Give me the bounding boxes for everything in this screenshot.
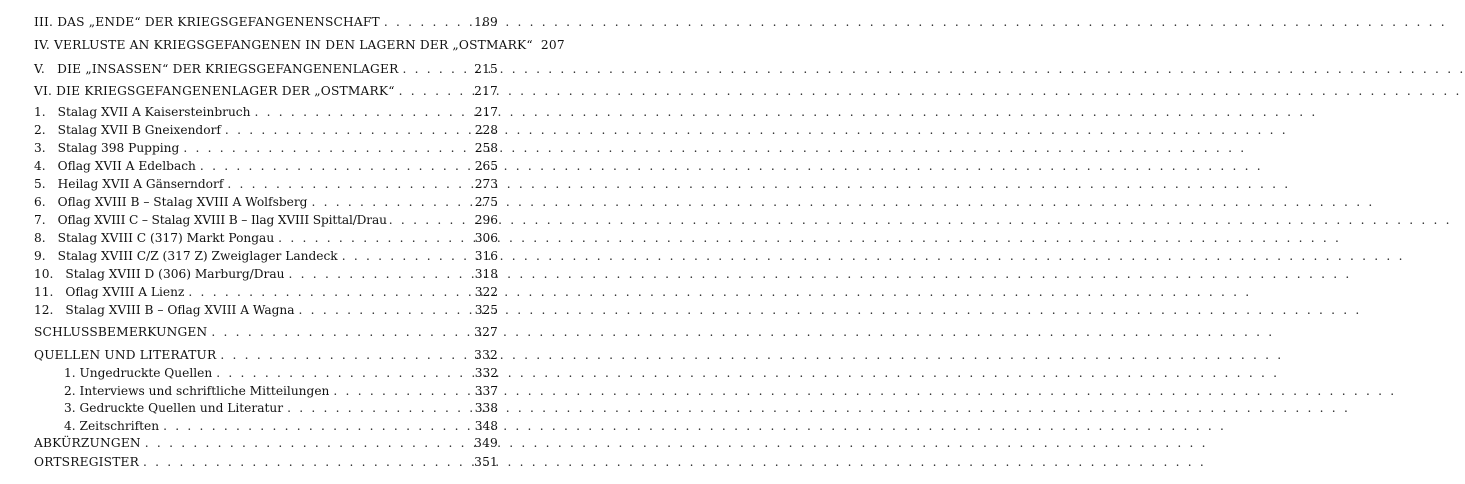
toc-entry-camp-8	[34, 227, 498, 245]
toc-entry-label: V. DIE „INSASSEN“ DER KRIEGSGEFANGENENLAGER	[34, 62, 399, 76]
toc-entry-label: Stalag XVIII C/Z (317 Z) Zweiglager Landeck	[57, 249, 338, 263]
toc-leader-dots	[384, 15, 468, 29]
toc-leader-dots	[211, 325, 468, 339]
toc-leader-dots	[163, 419, 468, 433]
toc-leader-dots	[389, 213, 470, 227]
toc-entry-page: 189	[474, 15, 498, 29]
toc-entry-number: 7.	[34, 213, 46, 227]
toc-entry-number: 1.	[34, 105, 46, 119]
toc-leader-dots	[183, 141, 468, 155]
toc-entry-page: 327	[474, 325, 498, 339]
toc-entry-chapter-6	[34, 80, 498, 98]
toc-leader-dots	[278, 231, 468, 245]
toc-entry-sources	[34, 344, 498, 362]
toc-entry-label: 2. Interviews und schriftliche Mitteilungen	[64, 384, 330, 398]
toc-entry-number: 11.	[34, 285, 54, 299]
toc-entry-camp-5	[34, 173, 498, 191]
toc-entry-camp-3	[34, 137, 498, 155]
toc-entry-label: 1. Ungedruckte Quellen	[64, 366, 213, 380]
toc-entry-label: SCHLUSSBEMERKUNGEN	[34, 325, 208, 339]
toc-leader-dots	[216, 366, 468, 380]
toc-entry-label: Stalag XVII A Kaisersteinbruch	[57, 105, 251, 119]
toc-entry-number: 6.	[34, 195, 46, 209]
toc-entry-camp-9	[34, 245, 498, 263]
toc-entry-number: 12.	[34, 303, 54, 317]
toc-entry-page: 332	[474, 348, 498, 362]
toc-leader-dots	[145, 436, 468, 450]
toc-entry-page: 318	[474, 267, 498, 281]
toc-entry-chapter-5	[34, 58, 498, 76]
toc-entry-label: 3. Gedruckte Quellen und Literatur	[64, 401, 284, 415]
toc-leader-dots	[227, 177, 468, 191]
toc-entry-sources-4	[64, 415, 498, 433]
toc-entry-chapter-3	[34, 11, 498, 29]
toc-entry-label: III. DAS „ENDE“ DER KRIEGSGEFANGENENSCHAFT	[34, 15, 380, 29]
toc-entry-page: 348	[474, 419, 498, 433]
toc-entry-label: Stalag 398 Pupping	[57, 141, 180, 155]
toc-entry-label: Oflag XVIII C – Stalag XVIII B – Ilag XVIII Spittal/Drau	[57, 213, 387, 227]
toc-entry-page: 207	[540, 38, 565, 52]
toc-entry-number: 4.	[34, 159, 46, 173]
toc-entry-label: VI. DIE KRIEGSGEFANGENENLAGER DER „OSTMARK“	[34, 84, 395, 98]
toc-entry-label: Stalag XVIII D (306) Marburg/Drau	[65, 267, 285, 281]
toc-entry-page: 351	[474, 455, 498, 469]
toc-leader-dots	[225, 123, 468, 137]
toc-leader-dots	[289, 267, 469, 281]
toc-leader-dots	[287, 401, 468, 415]
toc-entry-page: 215	[474, 62, 498, 76]
toc-entry-closing-remarks	[34, 321, 498, 339]
toc-entry-page: 228	[474, 123, 498, 137]
toc-leader-dots	[254, 105, 468, 119]
toc-leader-dots	[299, 303, 468, 317]
toc-leader-dots	[342, 249, 468, 263]
toc-entry-label: ABKÜRZUNGEN	[34, 436, 141, 450]
toc-entry-number: 10.	[34, 267, 54, 281]
toc-entry-camp-11	[34, 281, 498, 299]
toc-entry-number: 2.	[34, 123, 46, 137]
toc-entry-label: Oflag XVIII A Lienz	[65, 285, 185, 299]
toc-entry-page: 338	[474, 401, 498, 415]
toc-entry-page: 258	[474, 141, 498, 155]
toc-entry-page: 217	[474, 84, 498, 98]
toc-entry-page: 337	[474, 384, 498, 398]
toc-entry-camp-6	[34, 191, 498, 209]
toc-entry-page: 332	[474, 366, 498, 380]
toc-entry-page: 275	[474, 195, 498, 209]
toc-entry-label: Oflag XVIII B – Stalag XVIII A Wolfsberg	[57, 195, 308, 209]
toc-entry-number: 3.	[34, 141, 46, 155]
toc-entry-abbreviations	[34, 432, 498, 450]
table-of-contents	[0, 0, 565, 484]
toc-entry-place-index	[34, 451, 498, 469]
toc-entry-number: 8.	[34, 231, 46, 245]
toc-entry-page: 322	[474, 285, 498, 299]
toc-entry-page: 325	[474, 303, 498, 317]
toc-leader-dots	[200, 159, 468, 173]
toc-entry-page: 217	[474, 105, 498, 119]
toc-leader-dots	[143, 455, 468, 469]
toc-entry-camp-10	[34, 263, 498, 281]
toc-entry-sources-3	[64, 397, 498, 415]
toc-entry-chapter-4	[34, 34, 565, 52]
toc-entry-camp-2	[34, 119, 498, 137]
toc-entry-page: 349	[474, 436, 498, 450]
toc-leader-dots	[399, 84, 468, 98]
toc-entry-page: 296	[474, 213, 498, 227]
toc-entry-label: ORTSREGISTER	[34, 455, 140, 469]
toc-entry-label: IV. VERLUSTE AN KRIEGSGEFANGENEN IN DEN LAGERN DER „OSTMARK“	[34, 38, 533, 52]
toc-entry-camp-12	[34, 299, 498, 317]
toc-entry-number: 5.	[34, 177, 46, 191]
toc-entry-sources-2	[64, 380, 498, 398]
toc-entry-page: 273	[474, 177, 498, 191]
toc-leader-dots	[220, 348, 468, 362]
toc-leader-dots	[188, 285, 468, 299]
toc-entry-label: Stalag XVIII C (317) Markt Pongau	[57, 231, 275, 245]
toc-entry-label: Heilag XVII A Gänserndorf	[57, 177, 224, 191]
toc-entry-page: 316	[474, 249, 498, 263]
toc-entry-label: QUELLEN UND LITERATUR	[34, 348, 217, 362]
toc-entry-page: 265	[474, 159, 498, 173]
toc-entry-number: 9.	[34, 249, 46, 263]
toc-leader-dots	[333, 384, 468, 398]
toc-entry-label: Stalag XVIII B – Oflag XVIII A Wagna	[65, 303, 295, 317]
toc-entry-label: 4. Zeitschriften	[64, 419, 160, 433]
toc-entry-page: 306	[474, 231, 498, 245]
toc-entry-sources-1	[64, 362, 498, 380]
toc-entry-camp-7	[34, 209, 498, 227]
toc-leader-dots	[311, 195, 468, 209]
toc-entry-camp-4	[34, 155, 498, 173]
toc-entry-label: Oflag XVII A Edelbach	[57, 159, 196, 173]
toc-leader-dots	[402, 62, 468, 76]
toc-entry-label: Stalag XVII B Gneixendorf	[57, 123, 221, 137]
toc-entry-camp-1	[34, 101, 498, 119]
